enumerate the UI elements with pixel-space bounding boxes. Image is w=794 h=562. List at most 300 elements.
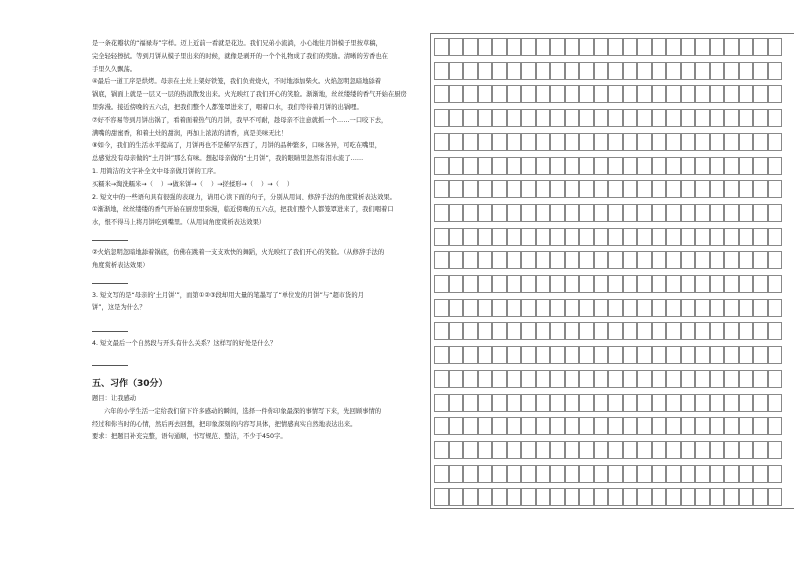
answer-blank[interactable]	[92, 359, 128, 366]
grid-cell[interactable]	[434, 204, 449, 222]
grid-cell[interactable]	[521, 346, 536, 364]
grid-cell[interactable]	[768, 228, 783, 246]
composition-grid[interactable]	[430, 33, 794, 509]
grid-cell[interactable]	[710, 346, 725, 364]
grid-cell[interactable]	[550, 180, 565, 198]
grid-cell[interactable]	[623, 133, 638, 151]
grid-cell[interactable]	[579, 38, 594, 56]
grid-cell[interactable]	[695, 85, 710, 103]
grid-cell[interactable]	[637, 85, 652, 103]
grid-cell[interactable]	[594, 465, 609, 483]
grid-cell[interactable]	[652, 62, 667, 80]
grid-cell[interactable]	[652, 299, 667, 317]
grid-cell[interactable]	[492, 346, 507, 364]
grid-cell[interactable]	[753, 38, 768, 56]
grid-cell[interactable]	[623, 441, 638, 459]
grid-cell[interactable]	[492, 38, 507, 56]
grid-cell[interactable]	[623, 346, 638, 364]
grid-cell[interactable]	[478, 109, 493, 127]
grid-cell[interactable]	[507, 228, 522, 246]
grid-cell[interactable]	[681, 62, 696, 80]
grid-cell[interactable]	[739, 228, 754, 246]
grid-cell[interactable]	[739, 370, 754, 388]
grid-cell[interactable]	[681, 441, 696, 459]
grid-cell[interactable]	[753, 299, 768, 317]
grid-cell[interactable]	[724, 394, 739, 412]
grid-cell[interactable]	[521, 85, 536, 103]
grid-cell[interactable]	[637, 38, 652, 56]
grid-cell[interactable]	[608, 465, 623, 483]
grid-cell[interactable]	[652, 488, 667, 506]
grid-cell[interactable]	[536, 38, 551, 56]
grid-cell[interactable]	[710, 38, 725, 56]
grid-cell[interactable]	[695, 62, 710, 80]
grid-cell[interactable]	[681, 133, 696, 151]
grid-cell[interactable]	[507, 322, 522, 340]
grid-cell[interactable]	[623, 157, 638, 175]
grid-cell[interactable]	[739, 322, 754, 340]
grid-cell[interactable]	[681, 394, 696, 412]
grid-cell[interactable]	[623, 109, 638, 127]
grid-cell[interactable]	[478, 370, 493, 388]
grid-cell[interactable]	[768, 180, 783, 198]
grid-cell[interactable]	[492, 275, 507, 293]
grid-cell[interactable]	[724, 275, 739, 293]
grid-cell[interactable]	[652, 346, 667, 364]
grid-cell[interactable]	[608, 394, 623, 412]
grid-cell[interactable]	[536, 322, 551, 340]
grid-cell[interactable]	[536, 85, 551, 103]
grid-cell[interactable]	[724, 228, 739, 246]
grid-cell[interactable]	[666, 417, 681, 435]
grid-cell[interactable]	[565, 394, 580, 412]
grid-cell[interactable]	[594, 85, 609, 103]
grid-cell[interactable]	[768, 275, 783, 293]
grid-cell[interactable]	[478, 251, 493, 269]
grid-cell[interactable]	[594, 299, 609, 317]
grid-cell[interactable]	[536, 109, 551, 127]
grid-cell[interactable]	[449, 85, 464, 103]
grid-cell[interactable]	[637, 180, 652, 198]
grid-cell[interactable]	[579, 465, 594, 483]
grid-cell[interactable]	[579, 370, 594, 388]
grid-cell[interactable]	[652, 228, 667, 246]
grid-cell[interactable]	[550, 38, 565, 56]
grid-cell[interactable]	[623, 417, 638, 435]
grid-cell[interactable]	[579, 204, 594, 222]
grid-cell[interactable]	[739, 85, 754, 103]
grid-cell[interactable]	[710, 228, 725, 246]
grid-cell[interactable]	[521, 228, 536, 246]
grid-cell[interactable]	[478, 322, 493, 340]
grid-cell[interactable]	[739, 62, 754, 80]
grid-cell[interactable]	[565, 133, 580, 151]
grid-cell[interactable]	[550, 441, 565, 459]
grid-cell[interactable]	[565, 322, 580, 340]
grid-cell[interactable]	[768, 441, 783, 459]
grid-cell[interactable]	[478, 275, 493, 293]
grid-cell[interactable]	[579, 62, 594, 80]
grid-cell[interactable]	[666, 488, 681, 506]
grid-cell[interactable]	[666, 394, 681, 412]
grid-cell[interactable]	[637, 488, 652, 506]
grid-cell[interactable]	[608, 85, 623, 103]
grid-cell[interactable]	[695, 251, 710, 269]
grid-cell[interactable]	[768, 133, 783, 151]
grid-cell[interactable]	[637, 251, 652, 269]
grid-cell[interactable]	[753, 109, 768, 127]
grid-cell[interactable]	[449, 275, 464, 293]
grid-cell[interactable]	[652, 157, 667, 175]
grid-cell[interactable]	[492, 322, 507, 340]
grid-cell[interactable]	[710, 251, 725, 269]
grid-cell[interactable]	[753, 346, 768, 364]
grid-cell[interactable]	[637, 465, 652, 483]
grid-cell[interactable]	[637, 204, 652, 222]
grid-cell[interactable]	[710, 488, 725, 506]
grid-cell[interactable]	[521, 394, 536, 412]
grid-cell[interactable]	[579, 275, 594, 293]
grid-cell[interactable]	[449, 465, 464, 483]
grid-cell[interactable]	[753, 180, 768, 198]
grid-cell[interactable]	[652, 133, 667, 151]
grid-cell[interactable]	[695, 228, 710, 246]
grid-cell[interactable]	[710, 157, 725, 175]
grid-cell[interactable]	[478, 465, 493, 483]
grid-cell[interactable]	[666, 133, 681, 151]
grid-cell[interactable]	[536, 299, 551, 317]
grid-cell[interactable]	[536, 394, 551, 412]
grid-cell[interactable]	[594, 370, 609, 388]
grid-cell[interactable]	[710, 109, 725, 127]
grid-cell[interactable]	[507, 488, 522, 506]
grid-cell[interactable]	[521, 370, 536, 388]
grid-cell[interactable]	[579, 417, 594, 435]
grid-cell[interactable]	[463, 346, 478, 364]
grid-cell[interactable]	[449, 370, 464, 388]
grid-cell[interactable]	[565, 370, 580, 388]
grid-cell[interactable]	[492, 180, 507, 198]
grid-cell[interactable]	[710, 275, 725, 293]
grid-cell[interactable]	[608, 251, 623, 269]
grid-cell[interactable]	[521, 251, 536, 269]
grid-cell[interactable]	[594, 180, 609, 198]
grid-cell[interactable]	[623, 394, 638, 412]
grid-cell[interactable]	[579, 180, 594, 198]
grid-cell[interactable]	[681, 204, 696, 222]
grid-cell[interactable]	[608, 62, 623, 80]
grid-cell[interactable]	[463, 417, 478, 435]
grid-cell[interactable]	[637, 441, 652, 459]
grid-cell[interactable]	[550, 62, 565, 80]
grid-cell[interactable]	[608, 275, 623, 293]
grid-cell[interactable]	[608, 157, 623, 175]
grid-cell[interactable]	[637, 133, 652, 151]
grid-cell[interactable]	[565, 251, 580, 269]
grid-cell[interactable]	[492, 465, 507, 483]
grid-cell[interactable]	[565, 38, 580, 56]
grid-cell[interactable]	[724, 62, 739, 80]
grid-cell[interactable]	[637, 370, 652, 388]
grid-cell[interactable]	[637, 109, 652, 127]
grid-cell[interactable]	[492, 488, 507, 506]
grid-cell[interactable]	[637, 299, 652, 317]
grid-cell[interactable]	[666, 441, 681, 459]
grid-cell[interactable]	[434, 417, 449, 435]
grid-cell[interactable]	[652, 441, 667, 459]
grid-cell[interactable]	[478, 38, 493, 56]
grid-cell[interactable]	[507, 157, 522, 175]
grid-cell[interactable]	[536, 180, 551, 198]
grid-cell[interactable]	[739, 275, 754, 293]
grid-cell[interactable]	[652, 204, 667, 222]
answer-blank[interactable]	[92, 277, 128, 284]
grid-cell[interactable]	[463, 322, 478, 340]
grid-cell[interactable]	[536, 157, 551, 175]
grid-cell[interactable]	[550, 251, 565, 269]
grid-cell[interactable]	[449, 346, 464, 364]
grid-cell[interactable]	[507, 441, 522, 459]
grid-cell[interactable]	[594, 204, 609, 222]
grid-cell[interactable]	[492, 85, 507, 103]
grid-cell[interactable]	[478, 62, 493, 80]
grid-cell[interactable]	[608, 180, 623, 198]
grid-cell[interactable]	[739, 251, 754, 269]
grid-cell[interactable]	[739, 157, 754, 175]
grid-cell[interactable]	[768, 299, 783, 317]
grid-cell[interactable]	[550, 204, 565, 222]
grid-cell[interactable]	[463, 204, 478, 222]
grid-cell[interactable]	[623, 370, 638, 388]
grid-cell[interactable]	[753, 488, 768, 506]
grid-cell[interactable]	[768, 38, 783, 56]
grid-cell[interactable]	[463, 157, 478, 175]
grid-cell[interactable]	[666, 322, 681, 340]
grid-cell[interactable]	[463, 180, 478, 198]
grid-cell[interactable]	[478, 157, 493, 175]
grid-cell[interactable]	[565, 417, 580, 435]
grid-cell[interactable]	[666, 204, 681, 222]
grid-cell[interactable]	[768, 62, 783, 80]
grid-cell[interactable]	[565, 204, 580, 222]
grid-cell[interactable]	[507, 109, 522, 127]
grid-cell[interactable]	[724, 157, 739, 175]
grid-cell[interactable]	[434, 85, 449, 103]
grid-cell[interactable]	[768, 394, 783, 412]
grid-cell[interactable]	[652, 370, 667, 388]
grid-cell[interactable]	[594, 275, 609, 293]
grid-cell[interactable]	[739, 417, 754, 435]
grid-cell[interactable]	[434, 299, 449, 317]
grid-cell[interactable]	[637, 157, 652, 175]
grid-cell[interactable]	[463, 299, 478, 317]
grid-cell[interactable]	[710, 394, 725, 412]
grid-cell[interactable]	[565, 275, 580, 293]
grid-cell[interactable]	[550, 370, 565, 388]
grid-cell[interactable]	[536, 346, 551, 364]
grid-cell[interactable]	[666, 38, 681, 56]
grid-cell[interactable]	[492, 204, 507, 222]
grid-cell[interactable]	[434, 157, 449, 175]
grid-cell[interactable]	[623, 62, 638, 80]
grid-cell[interactable]	[753, 394, 768, 412]
grid-cell[interactable]	[695, 417, 710, 435]
grid-cell[interactable]	[434, 465, 449, 483]
grid-cell[interactable]	[666, 275, 681, 293]
grid-cell[interactable]	[608, 441, 623, 459]
grid-cell[interactable]	[536, 251, 551, 269]
grid-cell[interactable]	[449, 133, 464, 151]
grid-cell[interactable]	[681, 228, 696, 246]
grid-cell[interactable]	[739, 38, 754, 56]
grid-cell[interactable]	[434, 370, 449, 388]
grid-cell[interactable]	[710, 465, 725, 483]
grid-cell[interactable]	[637, 275, 652, 293]
grid-cell[interactable]	[449, 38, 464, 56]
grid-cell[interactable]	[666, 157, 681, 175]
grid-cell[interactable]	[652, 251, 667, 269]
grid-cell[interactable]	[550, 488, 565, 506]
grid-cell[interactable]	[681, 180, 696, 198]
grid-cell[interactable]	[463, 85, 478, 103]
grid-cell[interactable]	[507, 394, 522, 412]
grid-cell[interactable]	[768, 370, 783, 388]
grid-cell[interactable]	[536, 417, 551, 435]
grid-cell[interactable]	[492, 441, 507, 459]
grid-cell[interactable]	[637, 417, 652, 435]
grid-cell[interactable]	[652, 322, 667, 340]
grid-cell[interactable]	[463, 62, 478, 80]
grid-cell[interactable]	[478, 394, 493, 412]
grid-cell[interactable]	[623, 228, 638, 246]
grid-cell[interactable]	[768, 488, 783, 506]
grid-cell[interactable]	[449, 417, 464, 435]
grid-cell[interactable]	[666, 109, 681, 127]
grid-cell[interactable]	[594, 394, 609, 412]
grid-cell[interactable]	[579, 346, 594, 364]
grid-cell[interactable]	[608, 228, 623, 246]
question-1-steps[interactable]: 买糯米→淘洗糯米→（ ）→做米饼→（ ）→搓揉形→（ ）→（ ）	[92, 180, 294, 188]
grid-cell[interactable]	[666, 62, 681, 80]
grid-cell[interactable]	[565, 465, 580, 483]
grid-cell[interactable]	[550, 228, 565, 246]
grid-cell[interactable]	[565, 299, 580, 317]
grid-cell[interactable]	[710, 370, 725, 388]
grid-cell[interactable]	[550, 157, 565, 175]
grid-cell[interactable]	[753, 204, 768, 222]
grid-cell[interactable]	[608, 370, 623, 388]
grid-cell[interactable]	[695, 109, 710, 127]
grid-cell[interactable]	[695, 441, 710, 459]
grid-cell[interactable]	[739, 488, 754, 506]
grid-cell[interactable]	[681, 417, 696, 435]
grid-cell[interactable]	[768, 417, 783, 435]
grid-cell[interactable]	[753, 62, 768, 80]
grid-cell[interactable]	[507, 275, 522, 293]
grid-cell[interactable]	[608, 109, 623, 127]
grid-cell[interactable]	[579, 228, 594, 246]
grid-cell[interactable]	[695, 133, 710, 151]
grid-cell[interactable]	[695, 38, 710, 56]
grid-cell[interactable]	[434, 228, 449, 246]
grid-cell[interactable]	[565, 180, 580, 198]
grid-cell[interactable]	[710, 62, 725, 80]
grid-cell[interactable]	[608, 346, 623, 364]
grid-cell[interactable]	[608, 299, 623, 317]
grid-cell[interactable]	[681, 465, 696, 483]
grid-cell[interactable]	[623, 251, 638, 269]
grid-cell[interactable]	[739, 180, 754, 198]
grid-cell[interactable]	[565, 62, 580, 80]
grid-cell[interactable]	[536, 441, 551, 459]
grid-cell[interactable]	[768, 157, 783, 175]
grid-cell[interactable]	[666, 465, 681, 483]
grid-cell[interactable]	[637, 62, 652, 80]
grid-cell[interactable]	[652, 394, 667, 412]
grid-cell[interactable]	[695, 346, 710, 364]
grid-cell[interactable]	[710, 441, 725, 459]
grid-cell[interactable]	[666, 251, 681, 269]
grid-cell[interactable]	[637, 322, 652, 340]
grid-cell[interactable]	[710, 299, 725, 317]
grid-cell[interactable]	[724, 85, 739, 103]
grid-cell[interactable]	[521, 322, 536, 340]
grid-cell[interactable]	[724, 346, 739, 364]
grid-cell[interactable]	[536, 465, 551, 483]
grid-cell[interactable]	[695, 322, 710, 340]
grid-cell[interactable]	[521, 180, 536, 198]
grid-cell[interactable]	[608, 133, 623, 151]
grid-cell[interactable]	[449, 204, 464, 222]
grid-cell[interactable]	[724, 370, 739, 388]
grid-cell[interactable]	[565, 488, 580, 506]
grid-cell[interactable]	[681, 251, 696, 269]
grid-cell[interactable]	[594, 38, 609, 56]
grid-cell[interactable]	[507, 251, 522, 269]
grid-cell[interactable]	[724, 204, 739, 222]
grid-cell[interactable]	[695, 370, 710, 388]
grid-cell[interactable]	[434, 346, 449, 364]
grid-cell[interactable]	[449, 441, 464, 459]
grid-cell[interactable]	[579, 299, 594, 317]
grid-cell[interactable]	[724, 417, 739, 435]
grid-cell[interactable]	[507, 346, 522, 364]
grid-cell[interactable]	[666, 346, 681, 364]
grid-cell[interactable]	[565, 346, 580, 364]
grid-cell[interactable]	[463, 488, 478, 506]
grid-cell[interactable]	[478, 228, 493, 246]
grid-cell[interactable]	[463, 228, 478, 246]
grid-cell[interactable]	[652, 417, 667, 435]
grid-cell[interactable]	[434, 322, 449, 340]
grid-cell[interactable]	[565, 109, 580, 127]
grid-cell[interactable]	[536, 133, 551, 151]
grid-cell[interactable]	[492, 133, 507, 151]
grid-cell[interactable]	[768, 251, 783, 269]
grid-cell[interactable]	[608, 204, 623, 222]
grid-cell[interactable]	[449, 251, 464, 269]
grid-cell[interactable]	[434, 251, 449, 269]
grid-cell[interactable]	[695, 394, 710, 412]
grid-cell[interactable]	[434, 180, 449, 198]
grid-cell[interactable]	[724, 133, 739, 151]
grid-cell[interactable]	[463, 251, 478, 269]
grid-cell[interactable]	[753, 465, 768, 483]
grid-cell[interactable]	[478, 488, 493, 506]
grid-cell[interactable]	[724, 322, 739, 340]
grid-cell[interactable]	[768, 465, 783, 483]
grid-cell[interactable]	[565, 228, 580, 246]
